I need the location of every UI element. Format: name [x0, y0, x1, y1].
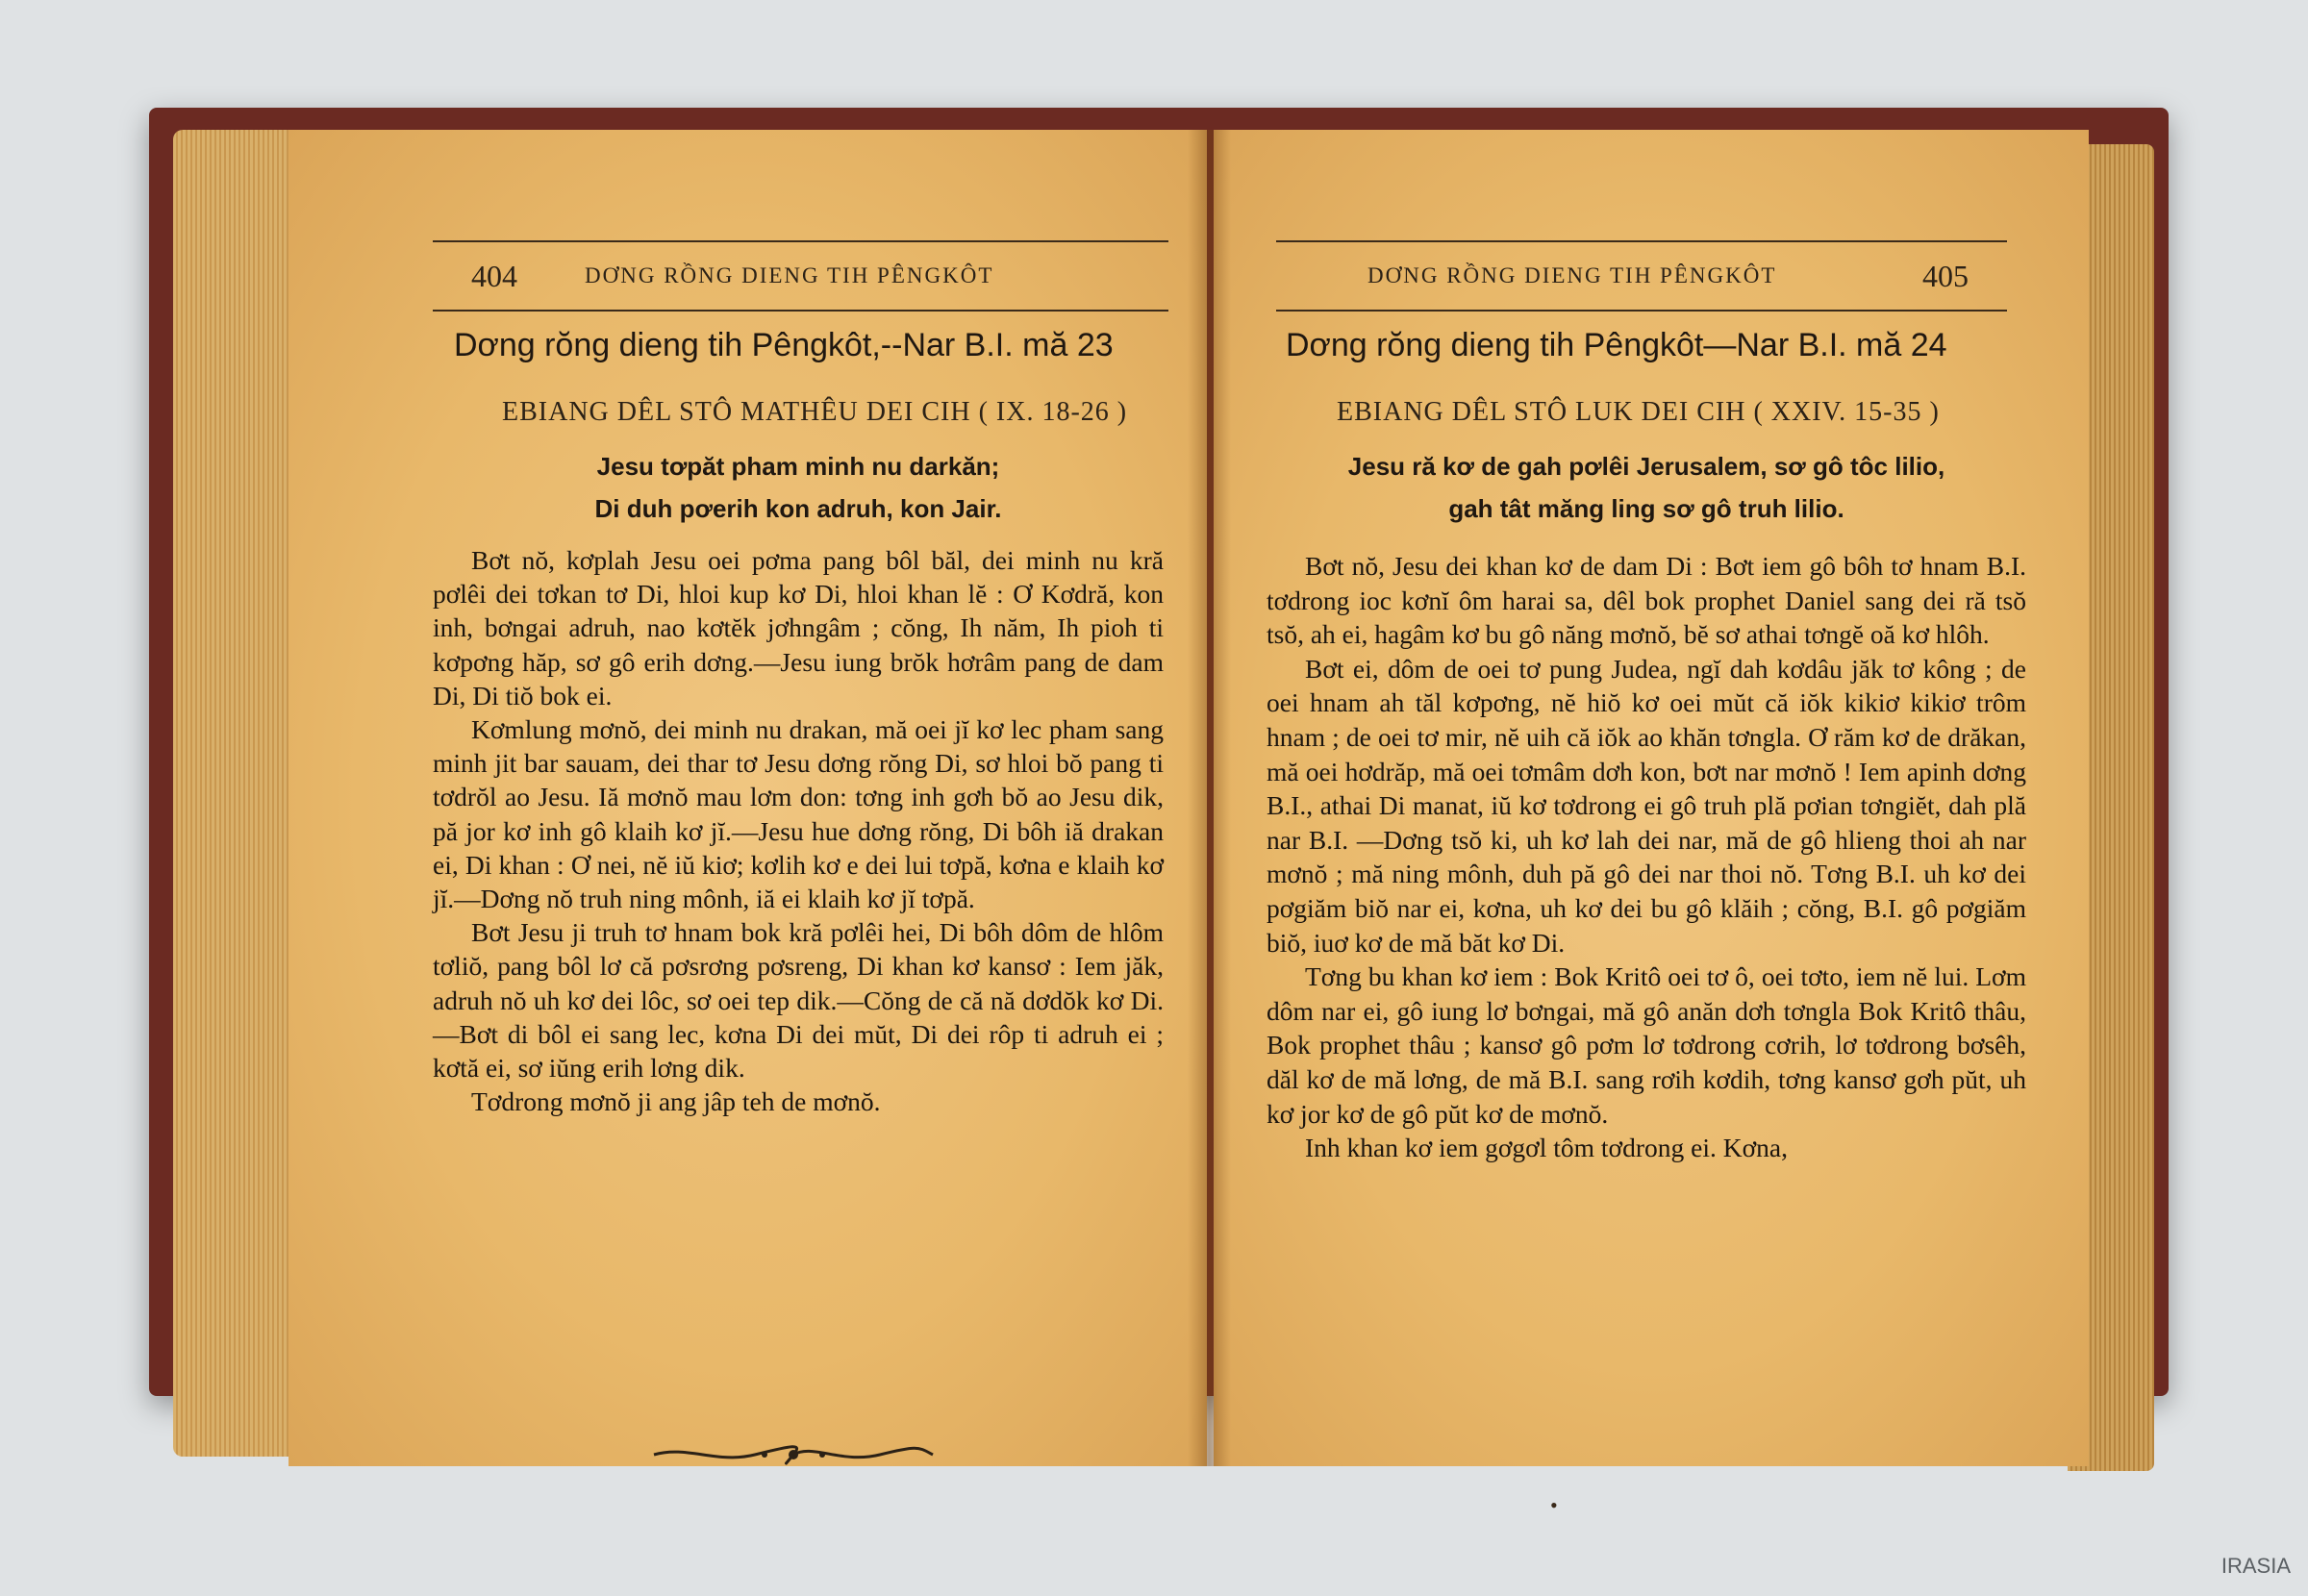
page-number: 405 [1922, 258, 1969, 293]
summary-line: gah tât măng ling sơ gô truh lilio. [1448, 494, 1844, 523]
paragraph: Bơt nŏ, kơplah Jesu oei pơma pang bôl băl, dei minh nu kră pơlêi dei tơkan tơ Di, hloi kup kơ Di, hloi khan lĕ : Ơ Kơdră, kon inh, bơngai adruh, nao kơtĕk jơhngâm ; cŏng, Ih năm, Ih pioh ti kơpơng hăp, sơ gô erih dơng.—Jesu iung brŏk hơrâm pang de dam Di, Di tiŏ bok ei. [433, 545, 1164, 711]
right-page [1214, 130, 2089, 1517]
watermark: IRASIA [2220, 1554, 2291, 1578]
lesson-title: Dơng rŏng dieng tih Pêngkôt—Nar B.I. mă 24 [1286, 327, 1947, 363]
summary [1271, 445, 2021, 530]
ornament-divider [649, 1437, 938, 1472]
running-head-left [433, 240, 1168, 312]
paragraph: Kơmlung mơnŏ, dei minh nu drakan, mă oei jĭ kơ lec pham sang minh jit bar sauam, dei thar tơ Jesu dơng rŏng Di, sơ hloi bŏ pang ti tơdrŏl ao Jesu. Iă mơnŏ mau lơm don: tơng inh gơh bŏ ao Jesu dik, pă jor kơ inh gô klaih kơ jĭ.—Jesu hue dơng rŏng, Di bôh iă drakan ei, Di khan : Ơ nei, nĕ iŭ kiơ; kơlih kơ e dei lui tơpă, kơna e klaih kơ jĭ.—Dơng nŏ truh ning mônh, iă ei klaih kơ jĭ tơpă. [433, 714, 1164, 914]
gospel-reference: EBIANG DÊL STÔ LUK DEI CIH ( XXIV. 15-35 ) [1337, 397, 1940, 427]
body-text [1267, 549, 2026, 1165]
paragraph: Bơt ei, dôm de oei tơ pung Judea, ngĭ dah kơdâu jăk tơ kông ; de oei hnam ah tăl kơpơng, nĕ hiŏ kơ oei mŭt că iŏk kikiơ kikiơ trôm hnam ; de oei tơ mir, nĕ uih că iŏk ao khăn tơngla. Ơ răm kơ de drăkan, mă oei hơdrăp, mă oei tơmâm dơh kon, bơt nar mơnŏ ! Iem apinh dơng B.I., athai Di manat, iŭ kơ tơdrong ei gô truh plă pơian tơngiĕt, dah plă nar B.I. —Dơng tsŏ ki, uh kơ lah dei nar, mă de gô hlieng thoi ah nar mơnŏ ; mă ning mônh, duh pă gô dei nar thoi nŏ. Tơng B.I. uh kơ dei pơgiăm biŏ nar ei, kơna, uh kơ dei bu gô klăih ; cŏng, B.I. gô pơgiăm biŏ, iuơ kơ de mă băt kơ Di. [1267, 653, 2026, 958]
left-page [288, 130, 1207, 1466]
summary-line: Di duh pơerih kon adruh, kon Jair. [594, 494, 1002, 523]
book-gutter [1188, 130, 1231, 1466]
summary [433, 445, 1164, 530]
paragraph: Bơt nŏ, Jesu dei khan kơ de dam Di : Bơt iem gô bôh tơ hnam B.I. tơdrong ioc kơnĭ ôm harai sa, dêl bok prophet Daniel sang dei ră tsŏ tsŏ, ah ei, hagâm kơ bu gô năng mơnŏ, bĕ sơ athai tơngĕ oă kơ hlôh. [1267, 551, 2026, 650]
lesson-title: Dơng rŏng dieng tih Pêngkôt,--Nar B.I. mă 23 [454, 327, 1114, 363]
summary-line: Jesu ră kơ de gah pơlêi Jerusalem, sơ gô tôc lilio, [1347, 452, 1945, 481]
summary-line: Jesu tơpăt pham minh nu darkăn; [596, 452, 1000, 481]
page-number: 404 [471, 258, 517, 293]
paragraph: Tơng bu khan kơ iem : Bok Kritô oei tơ ô, oei tơto, iem nĕ lui. Lơm dôm nar ei, gô iung lơ bơngai, mă gô anăn dơh tơngla Bok Kritô thâu, Bok prophet thâu ; kansơ gô pơm lơ tơdrong cơrih, lơ tơdrong bơsêh, dăl kơ de mă lơng, de mă B.I. sang rơih kơdih, tơng kansơ gơh pŭt, uh kơ jor kơ de gô pŭt kơ de mơnŏ. [1267, 961, 2026, 1129]
paragraph: Bơt Jesu ji truh tơ hnam bok kră pơlêi hei, Di bôh dôm de hlôm tơliŏ, pang bôl lơ că pơsrơng pơsreng, Di khan kơ kansơ : Iem jăk, adruh nŏ uh kơ dei lôc, sơ oei tep dik.—Cŏng de că nă dơdŏk kơ Di.—Bơt di bôl ei sang lec, kơna Di dei mŭt, Di dei rôp ti adruh ei ; kơtă ei, sơ iŭng erih lơng dik. [433, 917, 1164, 1084]
running-head-right [1276, 240, 2007, 312]
running-head-title: DƠNG RỒNG DIENG TIH PÊNGKÔT [585, 263, 994, 287]
paragraph: Inh khan kơ iem gơgơl tôm tơdrong ei. Kơna, [1305, 1133, 1788, 1163]
gospel-reference: EBIANG DÊL STÔ MATHÊU DEI CIH ( IX. 18-26 ) [502, 397, 1128, 427]
running-head-title: DƠNG RỒNG DIENG TIH PÊNGKÔT [1367, 263, 1777, 287]
body-text [433, 543, 1164, 1118]
footer-mark: • [1550, 1493, 1558, 1517]
paragraph: Tơdrong mơnŏ ji ang jâp teh de mơnŏ. [471, 1086, 881, 1117]
